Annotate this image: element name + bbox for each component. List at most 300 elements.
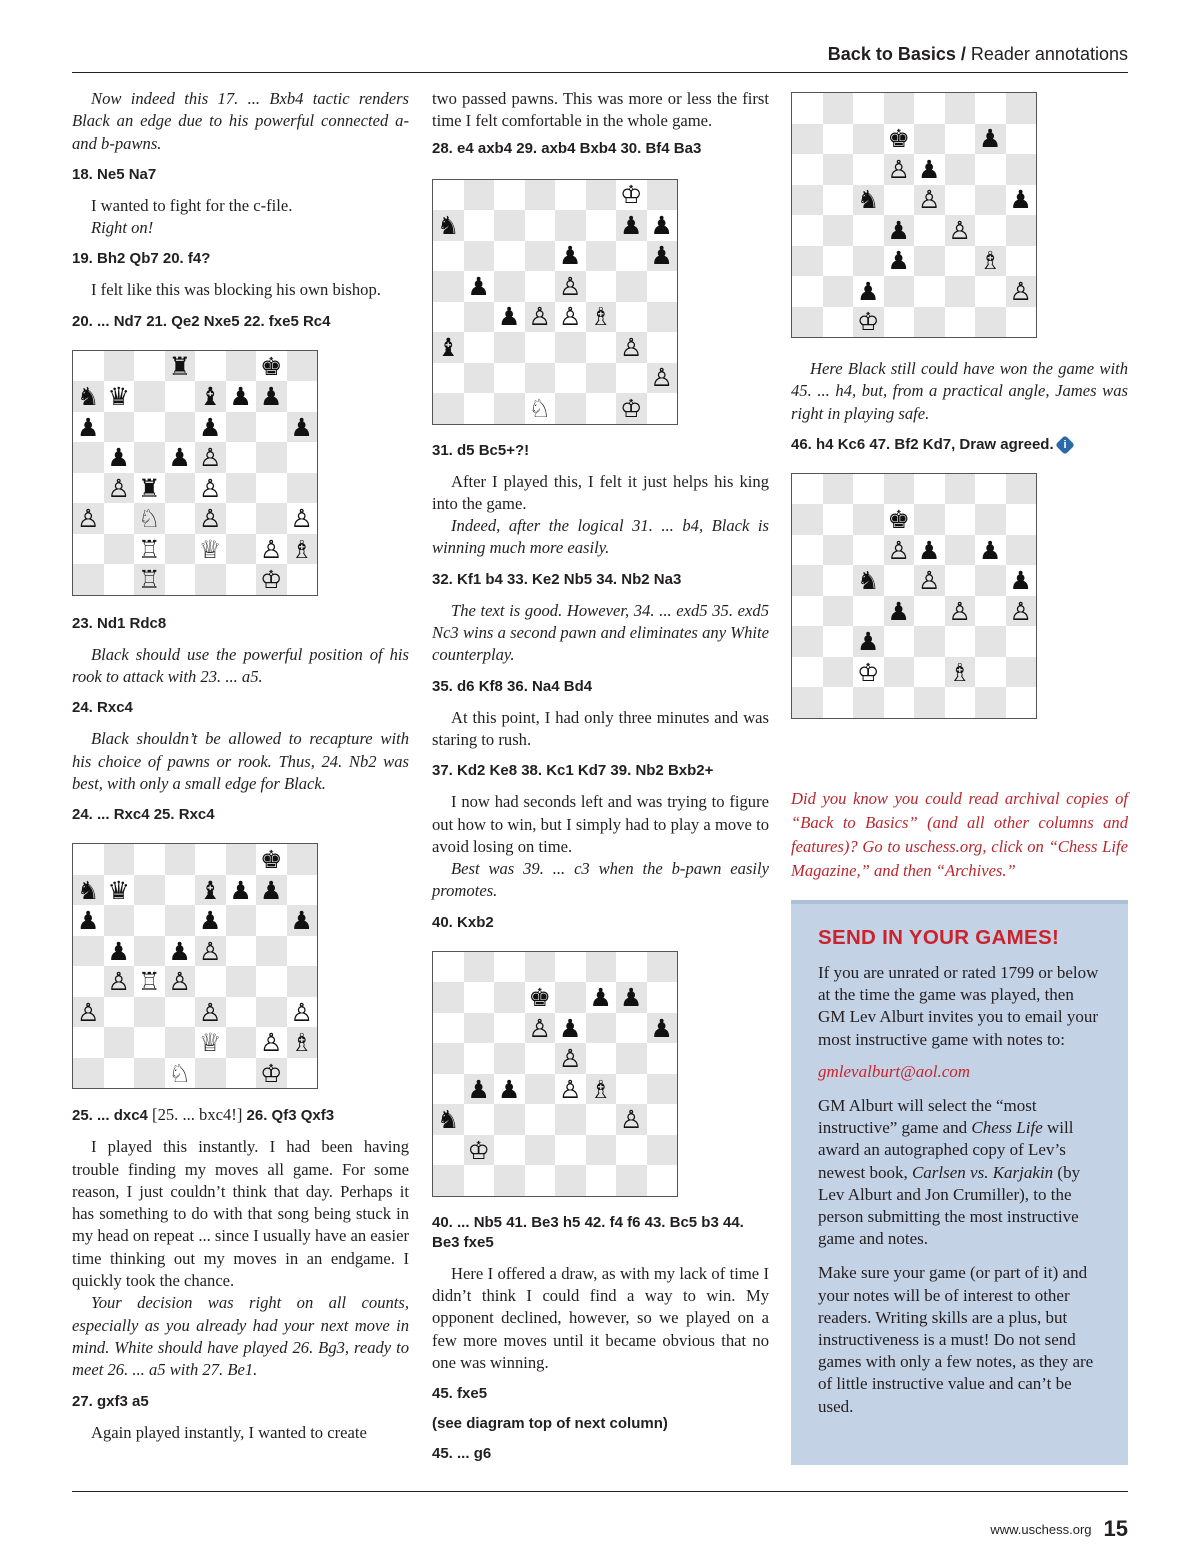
board-square — [287, 936, 318, 967]
chess-piece: ♟ — [647, 241, 678, 272]
board-square — [884, 565, 915, 596]
footer-rule — [72, 1491, 1128, 1492]
body-text: I now had seconds left and was trying to figure out how to win, but I simply had to play a move to avoid losing on time. — [432, 792, 769, 856]
board-square — [914, 276, 945, 307]
board-square — [226, 966, 257, 997]
board-square — [104, 1058, 135, 1089]
chess-diagram-d6 — [791, 473, 1037, 719]
move-line — [791, 435, 1128, 455]
board-square — [525, 210, 556, 241]
chess-piece: ♟ — [555, 1013, 586, 1044]
board-square — [823, 535, 854, 566]
board-square — [287, 1058, 318, 1089]
board-square — [1006, 504, 1037, 535]
board-square — [586, 271, 617, 302]
magazine-title: Chess Life — [971, 1118, 1043, 1138]
board-square — [1006, 93, 1037, 124]
board-square — [134, 844, 165, 875]
page-footer — [990, 1516, 1128, 1542]
chess-piece: ♟ — [616, 982, 647, 1013]
section-subtitle: Reader annotations — [965, 44, 1128, 64]
board-square — [884, 276, 915, 307]
board-square — [792, 657, 823, 688]
chess-piece: ♙ — [73, 503, 104, 534]
board-square — [226, 534, 257, 565]
chess-piece: ♙ — [195, 473, 226, 504]
chess-diagram-d4 — [432, 951, 678, 1197]
chess-piece: ♖ — [134, 564, 165, 595]
chess-piece: ♟ — [884, 215, 915, 246]
chess-piece: ♙ — [256, 1027, 287, 1058]
board-square — [1006, 657, 1037, 688]
board-square — [792, 307, 823, 338]
board-square — [945, 504, 976, 535]
move-variation: [25. ... bxc4!] — [147, 1105, 247, 1125]
board-square — [823, 307, 854, 338]
chess-piece: ♗ — [945, 657, 976, 688]
board-square — [433, 952, 464, 983]
chess-piece: ♔ — [853, 657, 884, 688]
board-square — [555, 1104, 586, 1135]
board-square — [616, 1135, 647, 1166]
board-square — [647, 1165, 678, 1196]
board-square — [494, 241, 525, 272]
column-3 — [791, 92, 1128, 883]
chess-piece: ♕ — [195, 1027, 226, 1058]
board-square — [134, 875, 165, 906]
board-square — [525, 332, 556, 363]
chess-piece: ♙ — [945, 596, 976, 627]
board-square — [525, 1043, 556, 1074]
board-square — [287, 564, 318, 595]
board-square — [586, 180, 617, 211]
board-square — [104, 844, 135, 875]
board-square — [853, 215, 884, 246]
chess-piece: ♙ — [287, 503, 318, 534]
board-square — [616, 1165, 647, 1196]
move-line: 32. Kf1 b4 33. Ke2 Nb5 34. Nb2 Na3 — [432, 570, 682, 588]
board-square — [433, 1165, 464, 1196]
board-square — [647, 271, 678, 302]
move-line: 40. ... Nb5 41. Be3 h5 42. f4 f6 43. Bc5 b3 44. Be3 fxe5 — [432, 1213, 744, 1251]
board-square — [975, 565, 1006, 596]
board-square — [464, 332, 495, 363]
board-square — [494, 332, 525, 363]
chess-piece: ♟ — [853, 276, 884, 307]
board-square — [73, 534, 104, 565]
chess-piece: ♟ — [647, 1013, 678, 1044]
chess-diagram-d1 — [72, 350, 318, 596]
board-square — [647, 302, 678, 333]
chess-piece: ♖ — [134, 966, 165, 997]
board-square — [226, 844, 257, 875]
board-square — [165, 844, 196, 875]
board-square — [226, 564, 257, 595]
board-square — [823, 626, 854, 657]
chess-piece: ♙ — [195, 442, 226, 473]
board-square — [586, 1043, 617, 1074]
board-square — [104, 503, 135, 534]
chess-piece: ♔ — [616, 180, 647, 211]
board-square — [914, 124, 945, 155]
chess-piece: ♝ — [433, 332, 464, 363]
board-square — [975, 596, 1006, 627]
chess-piece: ♙ — [616, 1104, 647, 1135]
chess-piece: ♟ — [884, 596, 915, 627]
board-square — [792, 185, 823, 216]
chess-piece: ♘ — [134, 503, 165, 534]
board-square — [134, 997, 165, 1028]
board-square — [586, 210, 617, 241]
board-square — [586, 952, 617, 983]
board-square — [433, 1135, 464, 1166]
annotation-text: Black should use the powerful position of his rook to attack with 23. ... a5. — [72, 644, 409, 687]
board-square — [616, 1013, 647, 1044]
board-square — [853, 93, 884, 124]
board-square — [73, 1027, 104, 1058]
send-games-box — [791, 900, 1128, 1465]
chess-piece: ♟ — [975, 124, 1006, 155]
chess-piece: ♙ — [73, 997, 104, 1028]
board-square — [134, 381, 165, 412]
board-square — [73, 351, 104, 382]
chess-piece: ♚ — [525, 982, 556, 1013]
board-square — [287, 381, 318, 412]
board-square — [792, 276, 823, 307]
board-square — [287, 351, 318, 382]
board-square — [586, 363, 617, 394]
chess-piece: ♟ — [165, 936, 196, 967]
board-square — [494, 982, 525, 1013]
chess-piece: ♜ — [165, 351, 196, 382]
board-square — [945, 687, 976, 718]
chess-piece: ♙ — [616, 332, 647, 363]
board-square — [464, 1104, 495, 1135]
board-square — [165, 875, 196, 906]
board-square — [525, 241, 556, 272]
body-text: Here I offered a draw, as with my lack of time I didn’t think I could find a way to win. My opponent declined, however, so we played on a few more moves until it became obvious that no one was winning. — [432, 1263, 769, 1372]
board-square — [226, 936, 257, 967]
board-square — [555, 982, 586, 1013]
board-square — [134, 351, 165, 382]
board-square — [616, 241, 647, 272]
board-square — [945, 154, 976, 185]
board-square — [945, 124, 976, 155]
board-square — [195, 351, 226, 382]
board-square — [853, 154, 884, 185]
board-square — [525, 952, 556, 983]
chess-piece: ♟ — [256, 381, 287, 412]
board-square — [165, 534, 196, 565]
board-square — [975, 307, 1006, 338]
annotation-text: Here Black still could have won the game with 45. ... h4, but, from a practical angle, James was right in playing safe. — [791, 359, 1128, 423]
board-square — [195, 966, 226, 997]
board-square — [586, 1165, 617, 1196]
board-square — [647, 393, 678, 424]
chess-piece: ♕ — [195, 534, 226, 565]
board-square — [914, 504, 945, 535]
board-square — [433, 1013, 464, 1044]
chess-piece: ♟ — [104, 936, 135, 967]
board-square — [792, 154, 823, 185]
chess-piece: ♙ — [256, 534, 287, 565]
move-line: 27. gxf3 a5 — [72, 1392, 149, 1410]
board-square — [823, 565, 854, 596]
board-square — [525, 1074, 556, 1105]
board-square — [555, 210, 586, 241]
board-square — [647, 1104, 678, 1135]
board-square — [494, 1165, 525, 1196]
board-square — [433, 1074, 464, 1105]
board-square — [73, 936, 104, 967]
chess-piece: ♙ — [647, 363, 678, 394]
board-square — [1006, 246, 1037, 277]
board-square — [586, 332, 617, 363]
board-square — [464, 952, 495, 983]
board-square — [647, 180, 678, 211]
board-square — [792, 246, 823, 277]
board-square — [494, 952, 525, 983]
board-square — [853, 474, 884, 505]
board-square — [884, 687, 915, 718]
board-square — [494, 1104, 525, 1135]
board-square — [975, 657, 1006, 688]
chess-piece: ♟ — [1006, 185, 1037, 216]
board-square — [1006, 124, 1037, 155]
chess-piece: ♖ — [134, 534, 165, 565]
email-link[interactable]: gmlevalburt@aol.com — [818, 1061, 971, 1081]
board-square — [226, 997, 257, 1028]
board-square — [914, 93, 945, 124]
board-square — [287, 844, 318, 875]
board-square — [823, 504, 854, 535]
chess-piece: ♟ — [1006, 565, 1037, 596]
chess-piece: ♟ — [647, 210, 678, 241]
board-square — [945, 93, 976, 124]
chess-piece: ♗ — [287, 1027, 318, 1058]
board-square — [975, 687, 1006, 718]
chess-piece: ♚ — [884, 124, 915, 155]
board-square — [165, 905, 196, 936]
box-text-part: (by Lev Alburt and Jon Crumiller), to the person submitting the most instructive game and notes. — [818, 1162, 1081, 1249]
chess-diagram-d5 — [791, 92, 1037, 338]
chess-piece: ♙ — [195, 936, 226, 967]
board-square — [914, 246, 945, 277]
chess-piece: ♙ — [555, 1043, 586, 1074]
board-square — [73, 442, 104, 473]
board-square — [433, 180, 464, 211]
board-square — [647, 332, 678, 363]
move-line: 37. Kd2 Ke8 38. Kc1 Kd7 39. Nb2 Bxb2+ — [432, 762, 714, 780]
body-text: After I played this, I felt it just helps his king into the game. — [432, 471, 769, 513]
board-square — [853, 687, 884, 718]
board-square — [647, 1043, 678, 1074]
board-square — [494, 363, 525, 394]
footer-url[interactable]: www.uschess.org — [990, 1521, 1092, 1537]
board-square — [287, 875, 318, 906]
chess-piece: ♗ — [287, 534, 318, 565]
board-square — [494, 1135, 525, 1166]
board-square — [464, 982, 495, 1013]
body-text: two passed pawns. This was more or less the first time I felt comfortable in the whole game. — [432, 89, 769, 131]
move-line: 31. d5 Bc5+?! — [432, 441, 530, 459]
body-text: At this point, I had only three minutes and was staring to rush. — [432, 707, 769, 749]
board-square — [914, 626, 945, 657]
board-square — [647, 982, 678, 1013]
chess-piece: ♞ — [73, 381, 104, 412]
section-title: Back to Basics / — [827, 44, 966, 64]
chess-piece: ♔ — [853, 307, 884, 338]
board-square — [792, 626, 823, 657]
info-icon — [1055, 435, 1075, 455]
box-title: SEND IN YOUR GAMES! — [818, 926, 1060, 949]
board-square — [165, 1027, 196, 1058]
chess-piece: ♟ — [464, 1074, 495, 1105]
board-square — [647, 1135, 678, 1166]
chess-piece: ♟ — [104, 442, 135, 473]
board-square — [226, 442, 257, 473]
board-square — [1006, 535, 1037, 566]
board-square — [134, 905, 165, 936]
move-line: 18. Ne5 Na7 — [72, 165, 157, 183]
board-square — [464, 241, 495, 272]
board-square — [1006, 474, 1037, 505]
board-square — [226, 473, 257, 504]
chess-piece: ♞ — [433, 1104, 464, 1135]
chess-piece: ♟ — [555, 241, 586, 272]
board-square — [134, 936, 165, 967]
chess-piece: ♙ — [525, 302, 556, 333]
board-square — [525, 180, 556, 211]
board-square — [134, 412, 165, 443]
chess-piece: ♟ — [287, 412, 318, 443]
chess-piece: ♙ — [1006, 276, 1037, 307]
body-text: I played this instantly. I had been having trouble finding my moves all game. For some reason, I just couldn’t think that day. Perhaps it has something to do with that song being stuck in my head on repeat ... since I usually have an easier time thinking out my moves in an endgame. I quickly took the chance. — [72, 1137, 409, 1291]
board-square — [165, 564, 196, 595]
board-square — [555, 1135, 586, 1166]
chess-piece: ♔ — [464, 1135, 495, 1166]
board-square — [792, 504, 823, 535]
board-square — [165, 503, 196, 534]
board-square — [1006, 154, 1037, 185]
board-square — [792, 596, 823, 627]
board-square — [792, 215, 823, 246]
board-square — [73, 473, 104, 504]
chess-piece: ♔ — [616, 393, 647, 424]
board-square — [464, 180, 495, 211]
chess-diagram-d3 — [432, 179, 678, 425]
board-square — [1006, 687, 1037, 718]
board-square — [104, 1027, 135, 1058]
board-square — [464, 363, 495, 394]
board-square — [616, 1074, 647, 1105]
board-square — [165, 381, 196, 412]
chess-piece: ♟ — [914, 535, 945, 566]
board-square — [975, 276, 1006, 307]
board-square — [494, 271, 525, 302]
board-square — [287, 473, 318, 504]
board-square — [433, 982, 464, 1013]
chess-piece: ♟ — [616, 210, 647, 241]
board-square — [555, 332, 586, 363]
board-square — [555, 180, 586, 211]
board-square — [914, 687, 945, 718]
chess-piece: ♔ — [256, 564, 287, 595]
chess-piece: ♞ — [433, 210, 464, 241]
board-square — [525, 1104, 556, 1135]
board-square — [616, 271, 647, 302]
move-line — [72, 1105, 409, 1126]
chess-piece: ♟ — [884, 246, 915, 277]
chess-piece: ♝ — [195, 381, 226, 412]
board-square — [823, 687, 854, 718]
move-line: 24. ... Rxc4 25. Rxc4 — [72, 806, 215, 824]
board-square — [945, 246, 976, 277]
board-square — [1006, 626, 1037, 657]
move-line: 28. e4 axb4 29. axb4 Bxb4 30. Bf4 Ba3 — [432, 139, 702, 157]
board-square — [853, 246, 884, 277]
board-square — [975, 93, 1006, 124]
chess-piece: ♟ — [195, 905, 226, 936]
box-text: Make sure your game (or part of it) and your notes will be of interest to other readers. Writing skills are a plus, but instructiveness is a must! Do not send games with only a few notes, as they are of little instructive value and can’t be used. — [818, 1263, 1094, 1416]
box-text — [818, 1095, 1102, 1250]
board-square — [586, 393, 617, 424]
chess-piece: ♟ — [494, 1074, 525, 1105]
board-square — [226, 412, 257, 443]
chess-piece: ♟ — [226, 381, 257, 412]
board-square — [433, 1043, 464, 1074]
box-text: If you are unrated or rated 1799 or below at the time the game was played, then GM Lev Alburt invites you to email your most instructive game with notes to: — [818, 963, 1099, 1049]
chess-piece: ♝ — [195, 875, 226, 906]
board-square — [616, 1043, 647, 1074]
board-square — [195, 564, 226, 595]
board-square — [823, 474, 854, 505]
board-square — [256, 503, 287, 534]
board-square — [226, 503, 257, 534]
chess-piece: ♙ — [914, 565, 945, 596]
board-square — [884, 93, 915, 124]
chess-piece: ♙ — [945, 215, 976, 246]
board-square — [494, 1013, 525, 1044]
chess-piece: ♙ — [104, 473, 135, 504]
board-square — [464, 302, 495, 333]
annotation-text: Best was 39. ... c3 when the b-pawn easily promotes. — [432, 859, 769, 901]
page-header — [72, 44, 1128, 73]
board-square — [464, 210, 495, 241]
board-square — [73, 966, 104, 997]
chess-piece: ♙ — [525, 1013, 556, 1044]
chess-piece: ♞ — [853, 185, 884, 216]
move-text: 26. Qf3 Qxf3 — [246, 1107, 335, 1125]
board-square — [464, 1165, 495, 1196]
chess-piece: ♙ — [884, 535, 915, 566]
chess-piece: ♟ — [586, 982, 617, 1013]
chess-piece: ♟ — [287, 905, 318, 936]
chess-piece: ♙ — [555, 1074, 586, 1105]
column-2 — [432, 88, 769, 1464]
board-square — [975, 154, 1006, 185]
board-square — [792, 474, 823, 505]
board-square — [104, 905, 135, 936]
board-square — [104, 534, 135, 565]
board-square — [945, 276, 976, 307]
board-square — [823, 276, 854, 307]
board-square — [616, 952, 647, 983]
board-square — [616, 363, 647, 394]
board-square — [853, 596, 884, 627]
board-square — [853, 504, 884, 535]
board-square — [494, 393, 525, 424]
